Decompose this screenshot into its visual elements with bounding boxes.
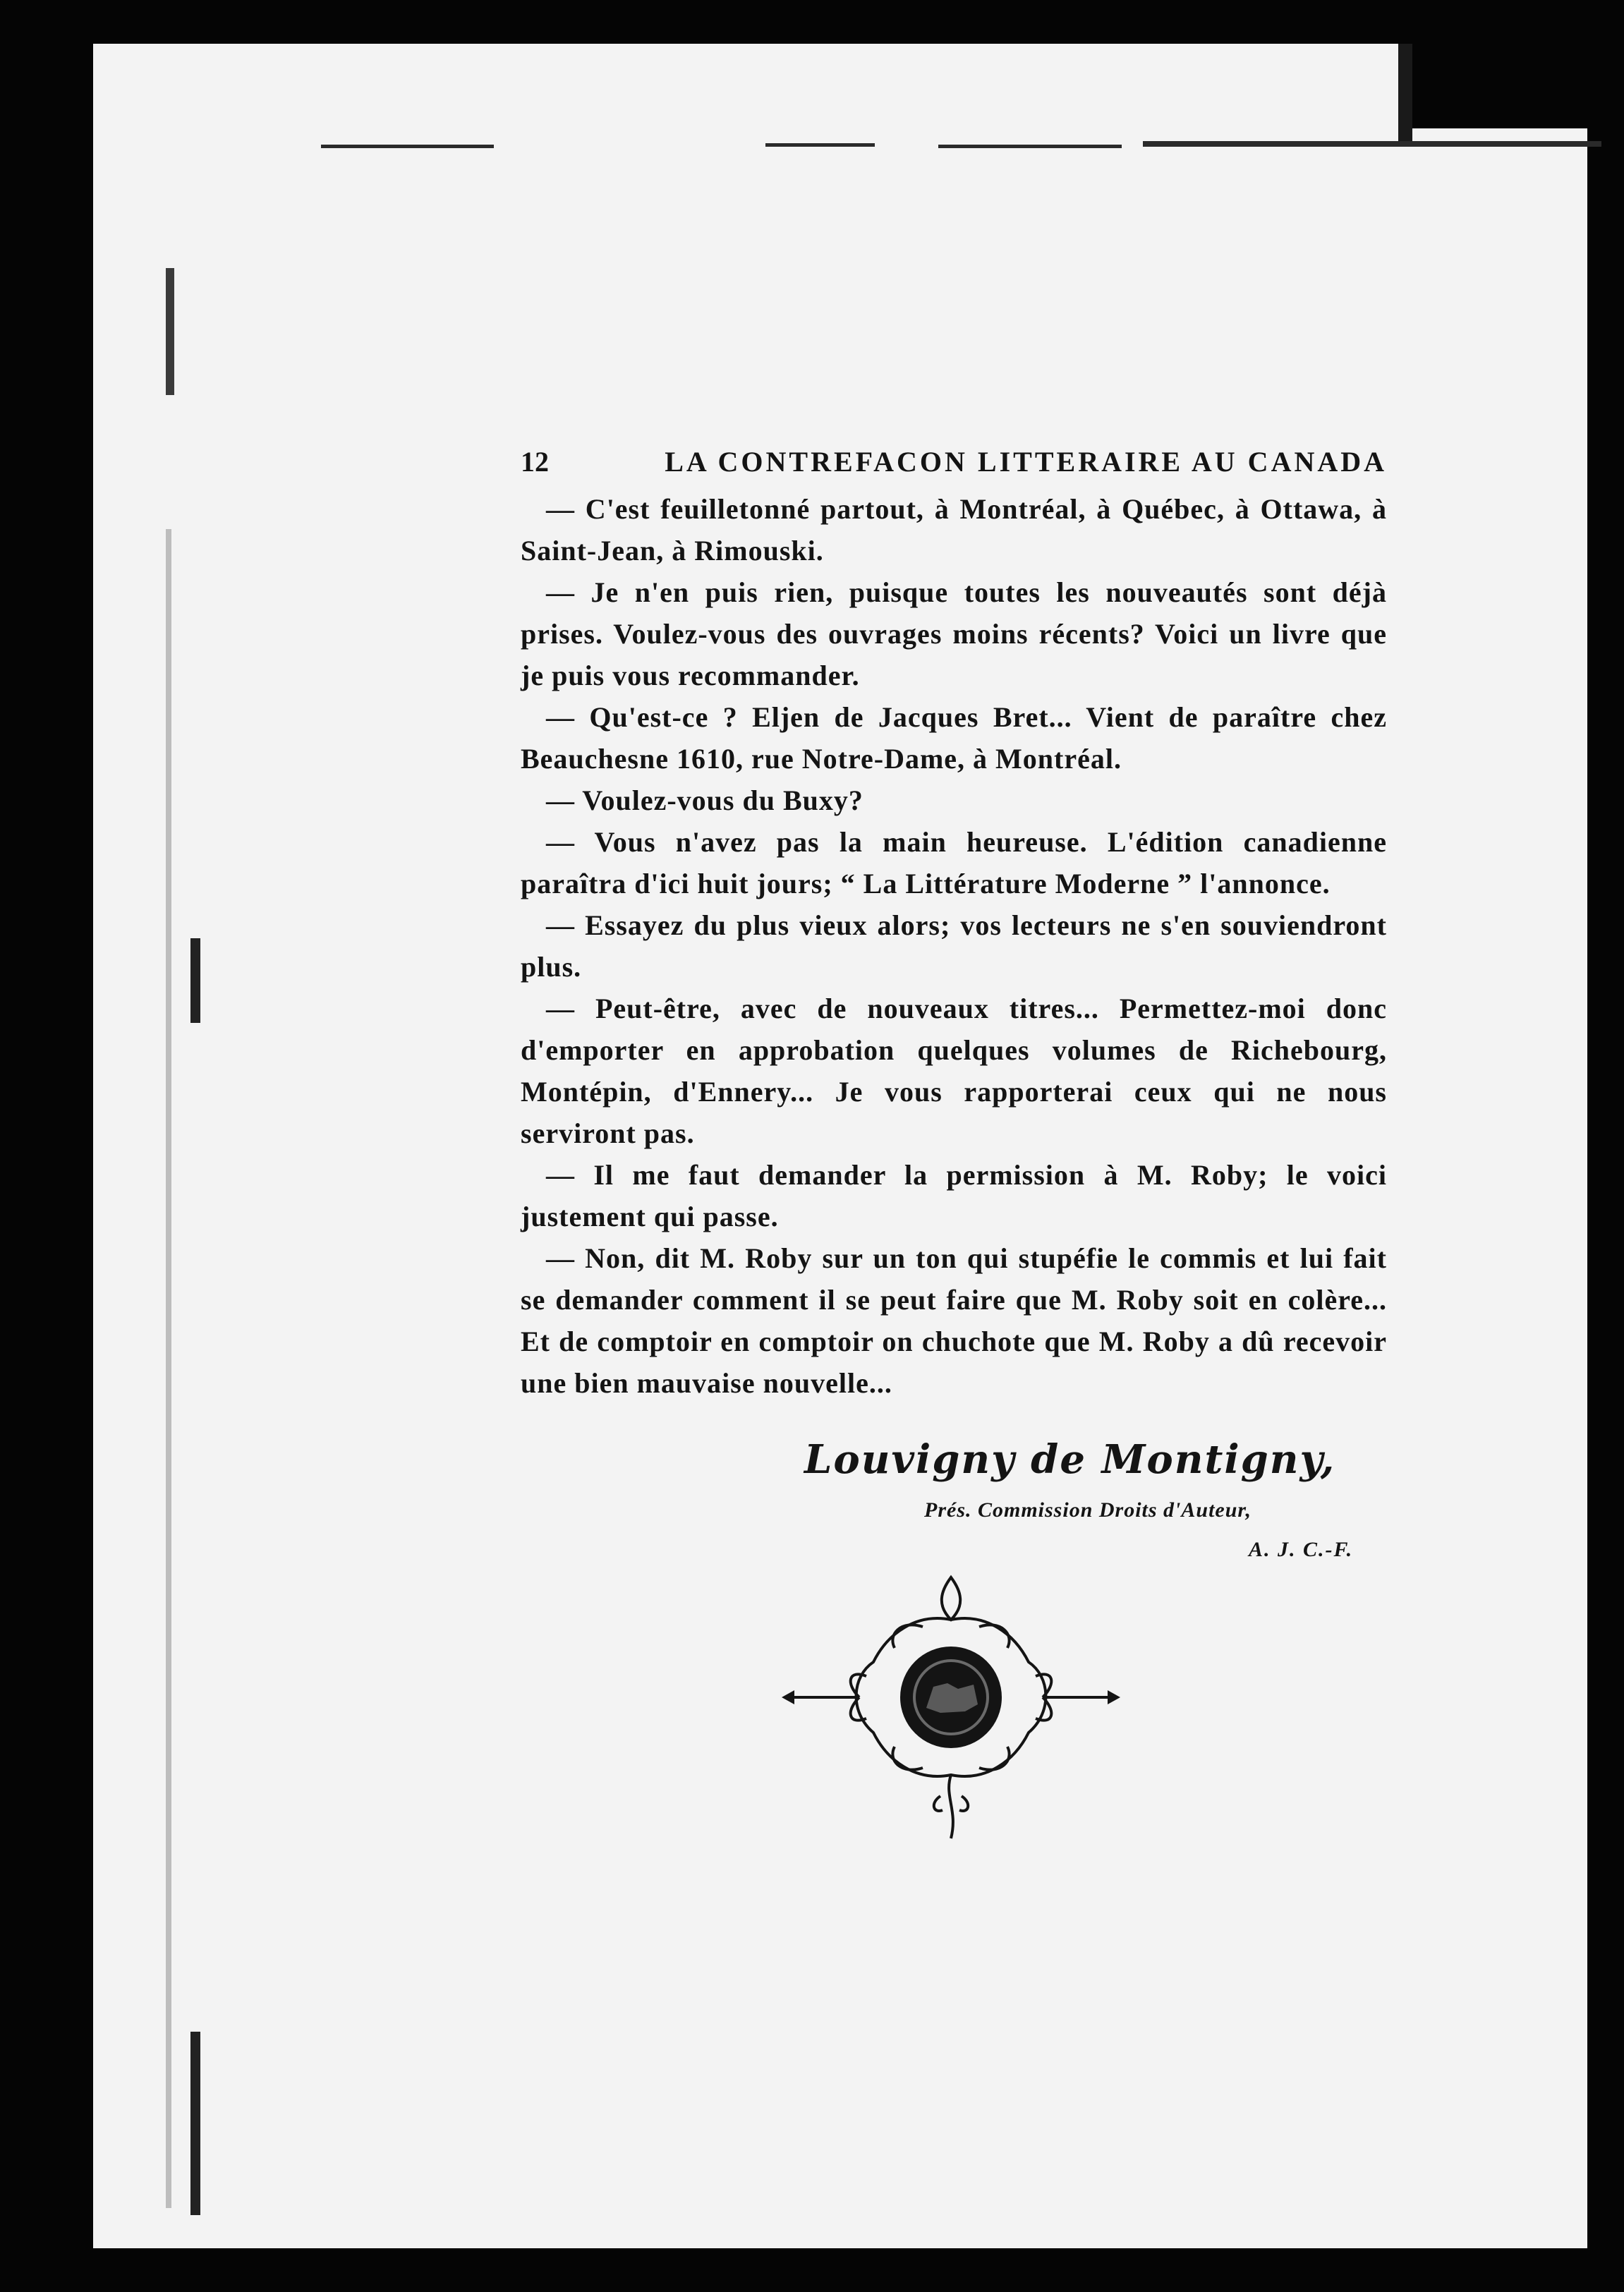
paragraph: — Vous n'avez pas la main heureuse. L'édition canadienne paraîtra d'ici huit jours; “ La Littérature Moderne ” l'annonce. [521, 826, 1387, 899]
page-edge-shadow [166, 529, 171, 2208]
scan-artifact-line [1143, 141, 1601, 147]
page-edge-mark [166, 268, 174, 395]
paragraph: — Non, dit M. Roby sur un ton qui stupéfie le commis et lui fait se demander comment il se peut faire que M. Roby soit en colère... Et de comptoir en comptoir on chuchote que M. Roby a dû recevoir une bien mauvaise nouvelle... [521, 1242, 1387, 1399]
scanner-edge-strip [1398, 44, 1412, 143]
paragraph: — Qu'est-ce ? Eljen de Jacques Bret... Vient de paraître chez Beauchesne 1610, rue Notre-Dame, à Montréal. [521, 701, 1387, 775]
paragraph: — Voulez-vous du Buxy? [546, 784, 863, 816]
paragraph: — Essayez du plus vieux alors; vos lecteurs ne s'en souviendront plus. [521, 909, 1387, 983]
scan-artifact-line [765, 143, 875, 147]
scan-artifact-line [321, 145, 494, 148]
page-edge-mark [190, 938, 200, 1023]
scanner-corner-shadow [1404, 44, 1616, 128]
signature-title: Prés. Commission Droits d'Auteur, [924, 1498, 1252, 1522]
paragraph: — C'est feuilletonné partout, à Montréal, à Québec, à Ottawa, à Saint-Jean, à Rimouski. [521, 493, 1387, 566]
signature-name: Louvigny de Montigny, [804, 1436, 1336, 1483]
signature-organization: A. J. C.-F. [1249, 1538, 1354, 1561]
page-number: 12 [521, 446, 549, 478]
scan-artifact-line [938, 145, 1122, 148]
paragraph: — Je n'en puis rien, puisque toutes les nouveautés sont déjà prises. Voulez-vous des ouvrages moins récents? Voici un livre que je puis vous recommander. [521, 576, 1387, 691]
running-head-title: LA CONTREFACON LITTERAIRE AU CANADA [665, 446, 1387, 478]
paragraph: — Il me faut demander la permission à M. Roby; le voici justement qui passe. [521, 1159, 1387, 1232]
paragraph: — Peut-être, avec de nouveaux titres... Permettez-moi donc d'emporter en approbation quelques volumes de Richebourg, Montépin, d'Ennery... Je vous rapporterai ceux qui ne nous serviront pas. [521, 993, 1387, 1149]
vignette-ornament-icon [782, 1570, 1120, 1845]
running-head [521, 441, 1387, 483]
page-text [521, 441, 1387, 1404]
page-edge-mark [190, 2032, 200, 2215]
